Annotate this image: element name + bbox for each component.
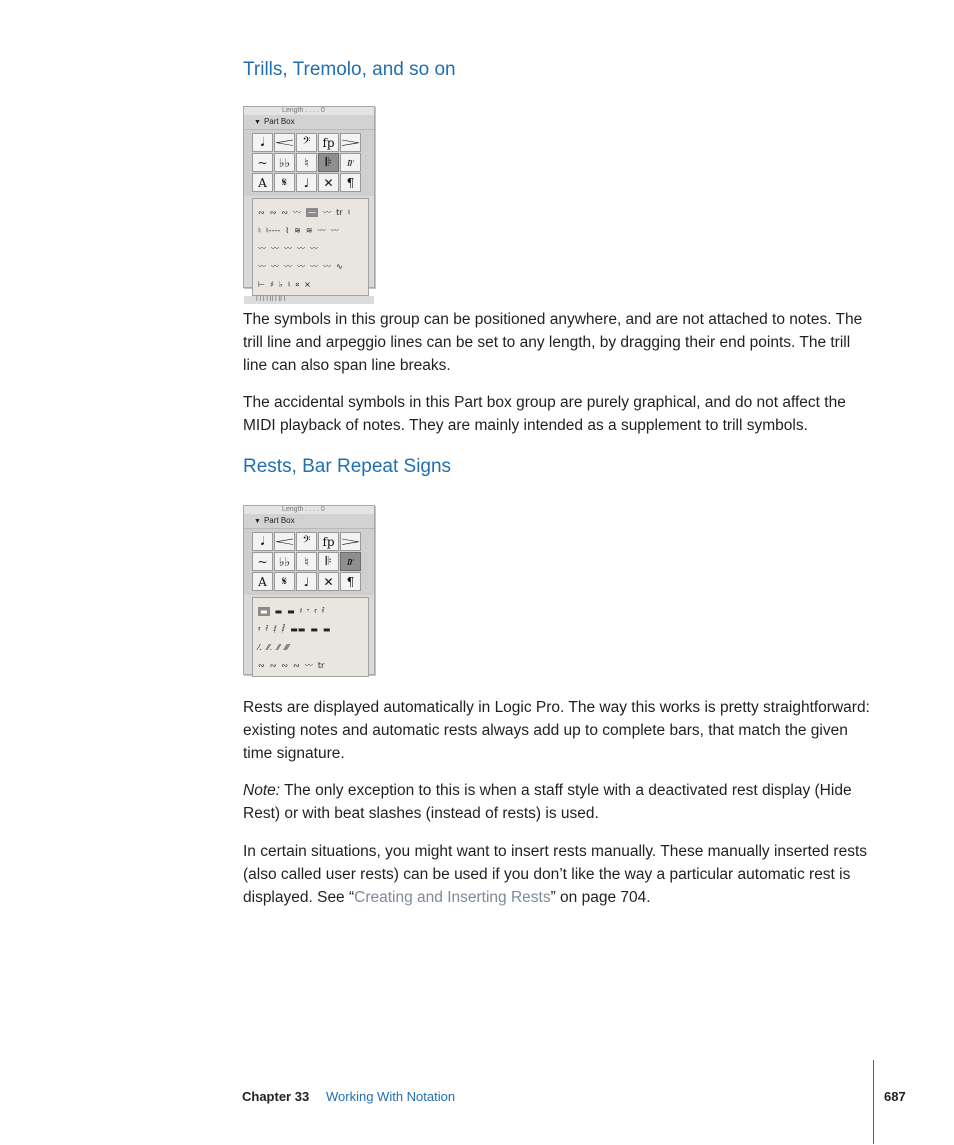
palette-symbol[interactable]: ▬	[322, 624, 331, 634]
palette-symbol[interactable]: ♮	[287, 279, 291, 289]
symbol-palette	[252, 198, 369, 296]
palette-symbol[interactable]: ⊢	[258, 279, 265, 289]
palette-bottom-ticks: ꟾ ꟾ ꟾ ꟾ ꟾꟾ ꟾ ꟾꟾ ꟾ	[244, 296, 374, 304]
palette-symbol[interactable]: ×	[304, 279, 311, 289]
part-box-group-button[interactable]: fp	[318, 532, 339, 551]
palette-symbol[interactable]: ▬	[310, 624, 318, 634]
part-box-rests	[243, 505, 375, 675]
palette-row	[258, 275, 365, 293]
palette-row	[258, 239, 365, 257]
palette-symbol[interactable]: ▬▬	[290, 624, 306, 634]
paragraph-rests-3: In certain situations, you might want to insert rests manually. These manually inserted rests (also called user rests) can be used if you don’t like the way a particular automatic rest is displayed. See “Creating and Inserting Rests” on page 704.	[243, 843, 868, 906]
part-box-group-button[interactable]: ¶	[340, 572, 361, 591]
part-box-title[interactable]: ▼ Part Box	[244, 115, 374, 130]
part-box-group-button[interactable]: 𝄋	[274, 572, 295, 591]
palette-row	[258, 620, 365, 638]
palette-symbol[interactable]: 〰	[297, 261, 305, 271]
part-box-group-button[interactable]: 𝄢	[296, 133, 317, 152]
part-box-group-button[interactable]: A	[252, 173, 273, 192]
palette-symbol[interactable]: ♭	[278, 279, 283, 289]
palette-symbol[interactable]: 〰	[310, 261, 318, 271]
paragraph-rests-1: Rests are displayed automatically in Logic Pro. The way this works is pretty straightforward: existing notes and automatic rests always add up to complete bars, that match the given time signature.	[243, 699, 870, 762]
part-box-group-button[interactable]: 𝆖	[340, 552, 361, 571]
part-box-group-button[interactable]: 𝄢	[296, 532, 317, 551]
part-box-group-button[interactable]: ✕	[318, 572, 339, 591]
palette-symbol[interactable]: ∾	[269, 660, 277, 670]
palette-symbol[interactable]: 𝄾	[307, 606, 310, 615]
palette-symbol[interactable]: 𝅀	[321, 606, 325, 615]
part-box-title[interactable]: ▼ Part Box	[244, 514, 374, 529]
cross-reference-link[interactable]: Creating and Inserting Rests	[354, 889, 551, 906]
part-box-group-button[interactable]: ¶	[340, 173, 361, 192]
part-box-group-grid	[244, 529, 374, 595]
section-heading-trills: Trills, Tremolo, and so on	[243, 59, 456, 80]
part-box-group-button[interactable]: ♮	[296, 153, 317, 172]
part-box-group-button[interactable]: 𝅘𝅥	[252, 133, 273, 152]
palette-symbol[interactable]: ♮	[258, 225, 261, 235]
page-number: 687	[884, 1089, 906, 1104]
palette-symbol[interactable]: 〰	[284, 243, 292, 253]
palette-symbol[interactable]: tr	[336, 207, 343, 217]
part-box-group-button[interactable]: 𝄋	[274, 173, 295, 192]
part-box-group-button[interactable]: ♭♭	[274, 153, 295, 172]
symbol-palette	[252, 597, 369, 677]
length-label: Length . . . . 0	[244, 506, 374, 514]
section-heading-rests: Rests, Bar Repeat Signs	[243, 456, 452, 477]
palette-row	[258, 602, 365, 620]
palette-symbol[interactable]: 𝅁	[273, 624, 277, 633]
part-box-group-button[interactable]: ✕	[318, 173, 339, 192]
disclosure-triangle-icon[interactable]: ▼	[254, 518, 261, 525]
palette-symbol[interactable]: 〰	[293, 207, 302, 217]
palette-symbol[interactable]: 𝄿	[258, 624, 261, 633]
part-box-group-button[interactable]: 𝆖	[340, 153, 361, 172]
palette-row	[258, 203, 365, 221]
palette-row	[258, 257, 365, 275]
palette-row	[258, 221, 365, 239]
disclosure-triangle-icon[interactable]: ▼	[254, 119, 261, 126]
palette-symbol[interactable]: ∾	[258, 660, 265, 670]
part-box-group-button[interactable]: A	[252, 572, 273, 591]
part-box-group-button[interactable]: ♩	[296, 173, 317, 192]
paragraph-note	[243, 779, 873, 825]
palette-symbol[interactable]: ⁄⁄	[277, 642, 280, 652]
part-box-group-button[interactable]: 𝆒	[274, 133, 295, 152]
palette-symbol[interactable]: ⌇	[285, 225, 290, 235]
part-box-group-button[interactable]: fp	[318, 133, 339, 152]
palette-symbol[interactable]: 𝅂	[281, 624, 286, 633]
footer-chapter-label: Chapter 33	[242, 1089, 310, 1104]
palette-symbol[interactable]: 〰	[323, 261, 331, 271]
palette-symbol[interactable]: 𝄪	[295, 279, 300, 288]
footer-chapter-title[interactable]: Working With Notation	[326, 1089, 456, 1104]
palette-symbol[interactable]: 𝄽	[299, 606, 303, 615]
part-box-group-button[interactable]: 𝄆	[318, 552, 339, 571]
palette-symbol[interactable]: ∾	[281, 207, 289, 217]
palette-symbol[interactable]: 〰	[271, 261, 279, 271]
palette-symbol[interactable]: ∿	[336, 261, 343, 271]
palette-row	[258, 656, 365, 674]
palette-symbol[interactable]: ∾	[281, 660, 289, 670]
palette-symbol[interactable]: 〰	[323, 207, 332, 217]
palette-symbol[interactable]: 〰	[304, 660, 313, 670]
palette-symbol[interactable]: 〰	[330, 225, 339, 235]
palette-symbol[interactable]: ≋	[294, 225, 301, 235]
palette-symbol[interactable]: ▬	[287, 606, 295, 616]
palette-symbol[interactable]: ⁄.	[258, 642, 262, 652]
part-box-group-grid	[244, 130, 374, 196]
palette-symbol[interactable]: ⁄⁄⁄	[284, 642, 289, 652]
paragraph-trills-1: The symbols in this group can be positioned anywhere, and are not attached to notes. The trill line and arpeggio lines can be set to any length, by dragging their end points. The trill line can also span line breaks.	[243, 311, 863, 374]
note-text: The only exception to this is when a staff style with a deactivated rest display (Hide Rest) or with beat slashes (instead of rests) is used.	[243, 782, 852, 822]
palette-symbol[interactable]: ≋	[305, 225, 313, 235]
palette-symbol[interactable]: ♮----	[265, 225, 281, 235]
palette-symbol[interactable]: 〰	[258, 261, 266, 271]
palette-symbol[interactable]: tr	[317, 660, 325, 670]
palette-symbol[interactable]: 〰	[310, 243, 318, 253]
part-box-group-button[interactable]: ~	[252, 552, 273, 571]
part-box-group-button[interactable]: ♮	[296, 552, 317, 571]
note-label: Note:	[243, 782, 281, 799]
part-box-group-button[interactable]: ♩	[296, 572, 317, 591]
part-box-group-button[interactable]: ♭♭	[274, 552, 295, 571]
palette-symbol[interactable]: ⁓	[308, 207, 317, 217]
part-box-group-button[interactable]: 𝅘𝅥	[252, 532, 273, 551]
paragraph-trills-2: The accidental symbols in this Part box group are purely graphical, and do not affect the MIDI playback of notes. They are mainly intended as a supplement to trill symbols.	[243, 394, 846, 434]
palette-symbol[interactable]: ▬	[260, 606, 268, 616]
part-box-group-button[interactable]: 𝆓	[340, 133, 361, 152]
part-box-group-button[interactable]: 𝆓	[340, 532, 361, 551]
part-box-group-button[interactable]: 𝆒	[274, 532, 295, 551]
palette-symbol[interactable]: ♮	[347, 207, 351, 217]
palette-symbol[interactable]: ▬	[274, 606, 283, 616]
part-box-trills	[243, 106, 375, 303]
palette-symbol[interactable]: 〰	[297, 243, 305, 253]
footer-divider	[873, 1060, 874, 1144]
palette-symbol[interactable]: 𝅀	[265, 624, 269, 633]
length-label: Length . . . . 0	[244, 107, 374, 115]
palette-symbol[interactable]: ∾	[293, 660, 300, 670]
palette-symbol[interactable]: ∾	[258, 207, 265, 217]
palette-symbol[interactable]: 𝄿	[314, 606, 317, 615]
palette-symbol[interactable]: 〰	[258, 243, 266, 253]
part-box-group-button[interactable]: 𝄆	[318, 153, 339, 172]
palette-symbol[interactable]: ∾	[269, 207, 277, 217]
palette-symbol[interactable]: ♯	[269, 279, 274, 289]
palette-row	[258, 638, 365, 656]
palette-symbol[interactable]: ⁄⁄.	[266, 642, 273, 652]
palette-symbol[interactable]: 〰	[317, 225, 326, 235]
palette-symbol[interactable]: 〰	[284, 261, 292, 271]
palette-symbol[interactable]: 〰	[271, 243, 279, 253]
part-box-group-button[interactable]: ~	[252, 153, 273, 172]
